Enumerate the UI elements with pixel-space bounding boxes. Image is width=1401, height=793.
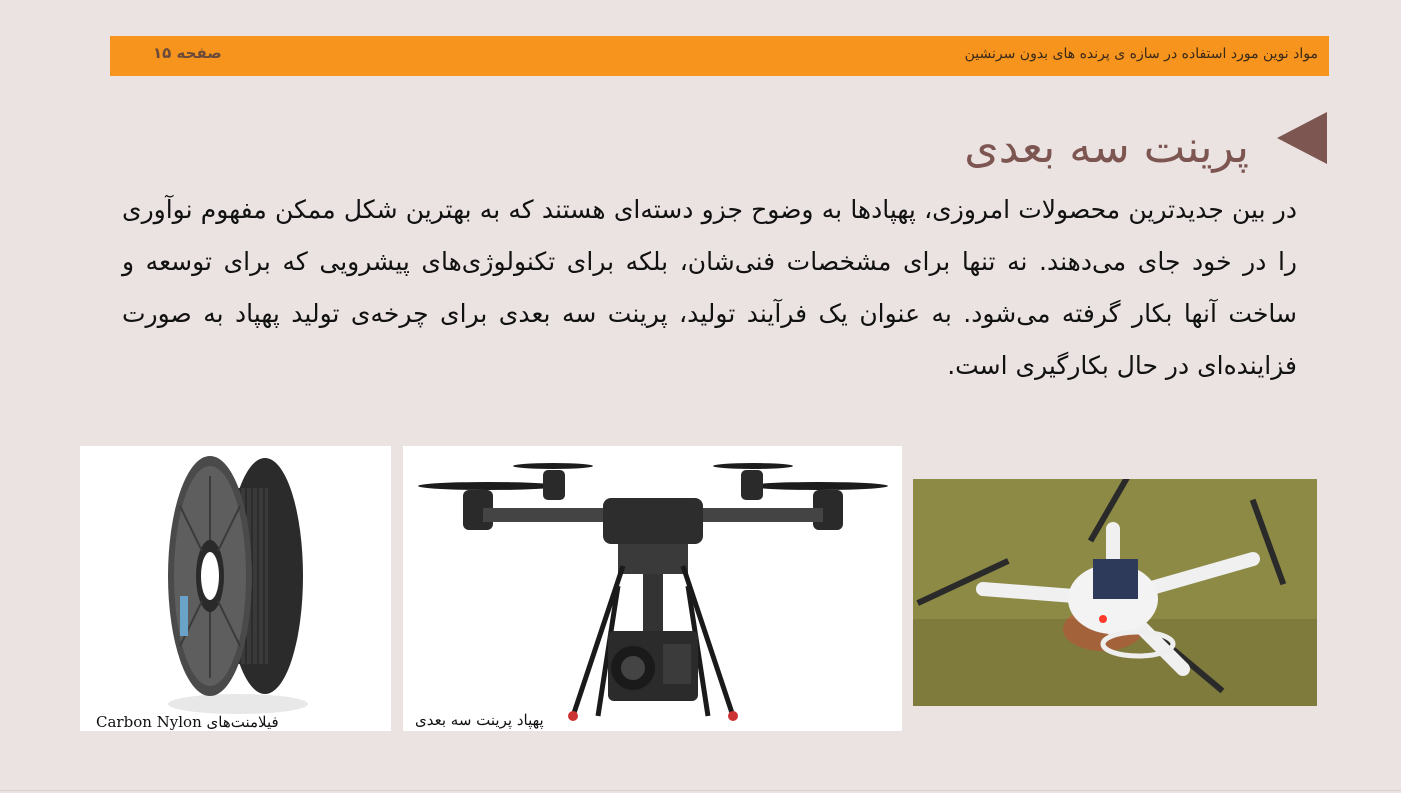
figure-caption-filament: فیلامنت‌های Carbon Nylon [96, 713, 279, 731]
header-bar [110, 36, 1329, 76]
slide-body-text: در بین جدیدترین محصولات امروزی، پهپادها به وضوح جزو دسته‌ای هستند که به بهترین شکل ممکن مفهوم نوآوری را در خود جای می‌دهند. نه تنها برای مشخصات فنی‌شان، بلکه برای تکنولوژی‌های پیشرویی که برای توسعه و ساخت آنها بکار گرفته می‌شود. به عنوان یک فرآیند تولید، پرینت سه بعدی برای چرخه‌ی تولید پهپاد به صورت فزاینده‌ای در حال بکارگیری است. [122, 195, 1297, 380]
drone-with-camera-image [403, 446, 902, 731]
filament-spool-image [80, 446, 391, 731]
page-number: صفحه ۱۵ [153, 44, 222, 62]
slide-title: پرینت سه بعدی [964, 122, 1249, 173]
white-3d-printed-quadcopter-image [913, 479, 1317, 706]
bottom-divider [0, 790, 1401, 791]
figure-caption-drone: پهپاد پرینت سه بعدی [415, 711, 544, 729]
title-arrow-icon [1277, 112, 1327, 164]
header-title: مواد نوین مورد استفاده در سازه ی پرنده های بدون سرنشین [964, 46, 1318, 62]
